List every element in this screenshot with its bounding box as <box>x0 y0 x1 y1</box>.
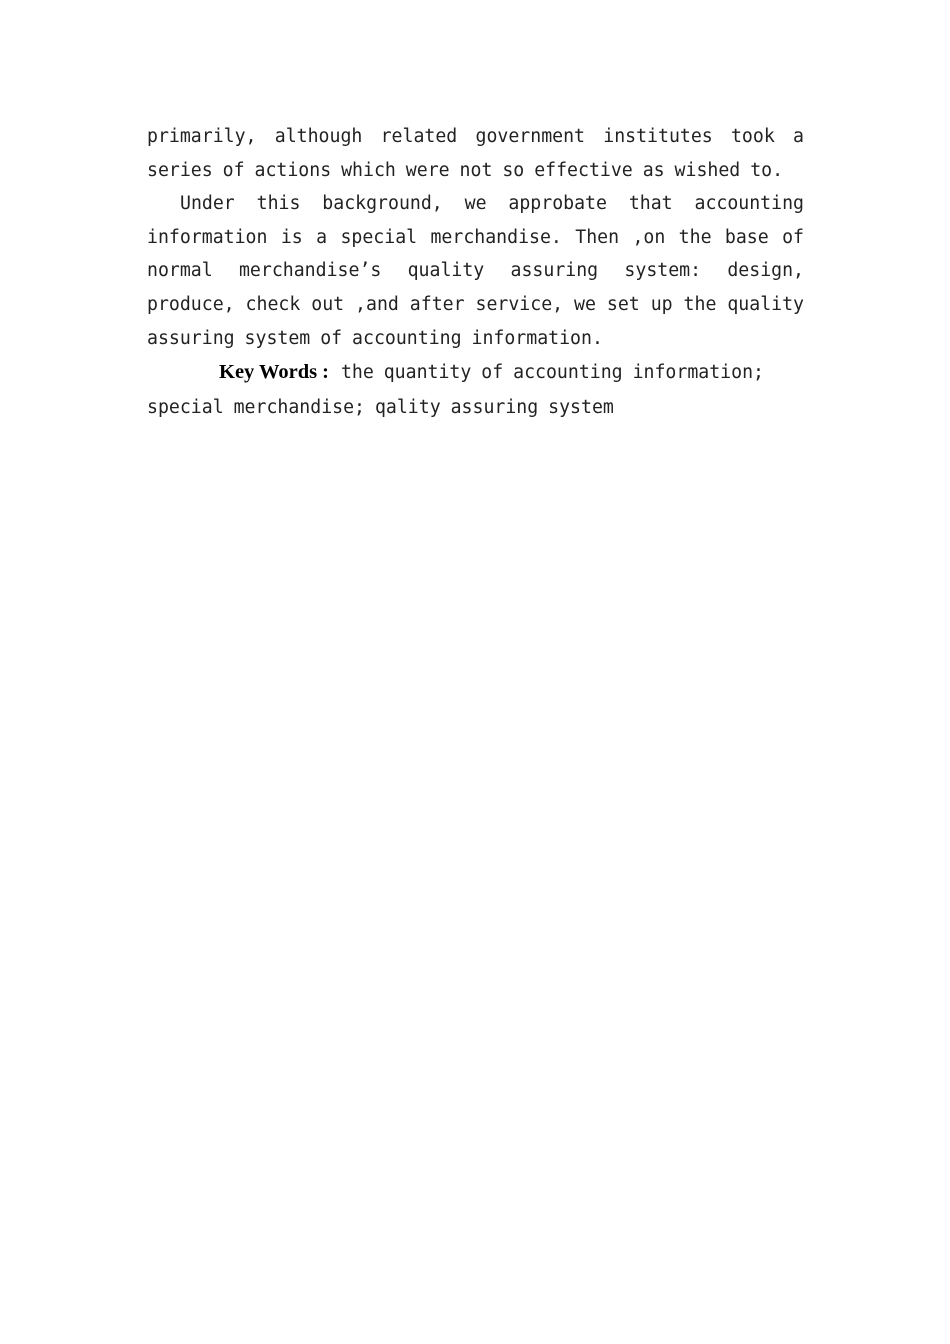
keywords-label: Key Words <box>219 361 318 384</box>
keywords-line <box>147 355 804 425</box>
keywords-text: the quantity of accounting information; special merchandise; qality assuring system <box>147 362 764 419</box>
abstract-body <box>147 120 804 425</box>
keywords-colon: : <box>322 361 329 384</box>
abstract-paragraph-continued: primarily, although related government institutes took a series of actions which were not so effective as wished to. <box>147 126 804 181</box>
abstract-paragraph-background: Under this background, we approbate that accounting information is a special merchandise. Then ,on the base of normal merchandise’s quality assuring system: design, produce, check out ,and after service, we set up the quality assuring system of accounting information. <box>147 193 804 349</box>
